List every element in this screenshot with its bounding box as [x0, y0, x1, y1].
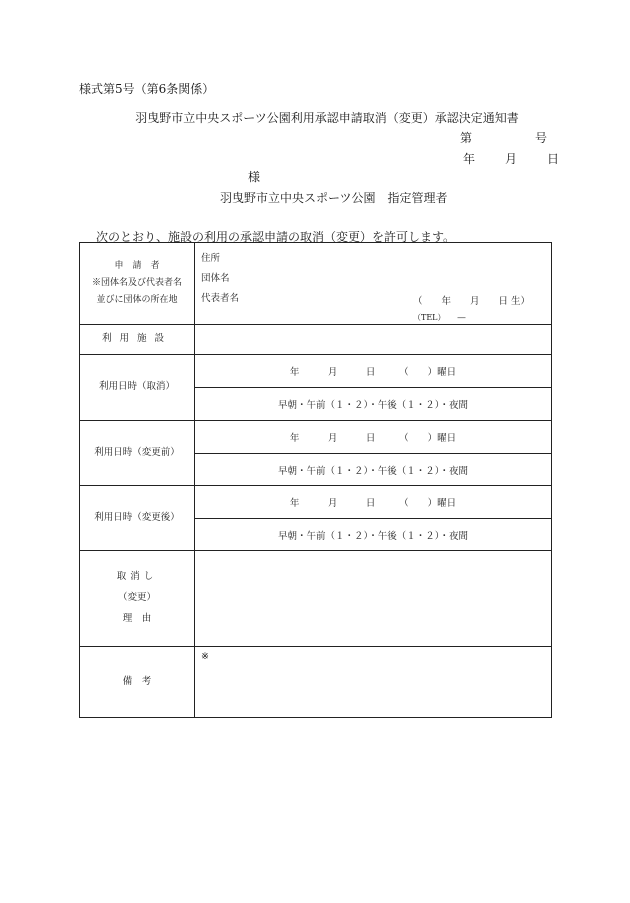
remarks-label: 備 考 — [80, 647, 195, 718]
date-field-before[interactable]: 年 月 日 （ ）曜日 — [195, 421, 552, 454]
number-prefix: 第 — [460, 131, 473, 145]
facility-field[interactable] — [195, 325, 552, 355]
date-label-after: 利用日時（変更後） — [80, 486, 195, 551]
facility-row — [80, 325, 552, 355]
applicant-row — [80, 243, 552, 325]
facility-label: 利用施設 — [80, 325, 195, 355]
address-label: 住所 — [201, 253, 221, 264]
reason-label-cell — [80, 551, 195, 647]
applicant-label: 申 請 者 — [114, 260, 160, 271]
group-name-label: 団体名 — [201, 273, 230, 284]
birthdate-field: （ 年 月 日 生） — [413, 296, 531, 307]
applicant-label-cell — [80, 243, 195, 325]
date-field-cancel[interactable]: 年 月 日 （ ）曜日 — [195, 355, 552, 388]
date-row-after — [80, 486, 552, 519]
number-suffix: 号 — [535, 131, 548, 145]
issue-date — [463, 150, 559, 167]
intro-text: 次のとおり、施設の利用の承認申請の取消（変更）を許可します。 — [96, 230, 456, 244]
form-number: 様式第5号（第6条関係） — [79, 82, 215, 96]
reason-label-line3: 理 由 — [122, 612, 152, 624]
date-label-before: 利用日時（変更前） — [80, 421, 195, 486]
time-field-after[interactable]: 早朝・午前（１・２）・午後（１・２）・夜間 — [195, 519, 552, 551]
application-table — [79, 242, 552, 718]
representative-label: 代表者名 — [201, 293, 240, 304]
issuer: 羽曳野市立中央スポーツ公園 指定管理者 — [220, 191, 448, 205]
applicant-field[interactable] — [195, 243, 552, 325]
applicant-note-line2: 並びに団体の所在地 — [96, 295, 178, 306]
issue-date-month: 月 — [505, 152, 518, 166]
reason-label-line1: 取消し — [116, 571, 158, 583]
date-field-after[interactable]: 年 月 日 （ ）曜日 — [195, 486, 552, 519]
date-row-before — [80, 421, 552, 454]
remarks-field[interactable] — [195, 647, 552, 718]
date-label-cancel: 利用日時（取消） — [80, 355, 195, 421]
remarks-note-mark: ※ — [201, 651, 209, 662]
issue-date-year: 年 — [463, 152, 476, 166]
reason-label-line2: （変更） — [117, 592, 156, 604]
document-title: 羽曳野市立中央スポーツ公園利用承認申請取消（変更）承認決定通知書 — [135, 111, 519, 125]
applicant-note-line1: ※団体名及び代表者名 — [91, 277, 182, 288]
time-field-before[interactable]: 早朝・午前（１・２）・午後（１・２）・夜間 — [195, 454, 552, 486]
reason-field[interactable] — [195, 551, 552, 647]
issue-date-day: 日 — [547, 152, 560, 166]
tel-field: （TEL） ― — [413, 313, 466, 322]
time-field-cancel[interactable]: 早朝・午前（１・２）・午後（１・２）・夜間 — [195, 388, 552, 421]
reason-row — [80, 551, 552, 647]
remarks-row — [80, 647, 552, 718]
date-row-cancel — [80, 355, 552, 388]
addressee-suffix: 様 — [248, 170, 261, 184]
